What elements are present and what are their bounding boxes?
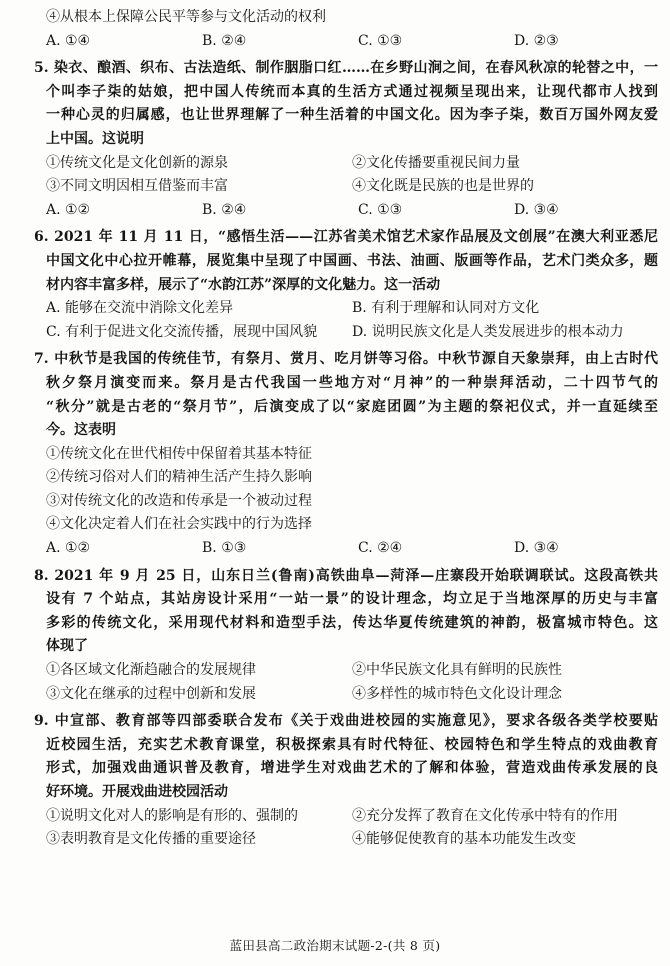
q5-stem-line: 一种心灵的归属感，也让世界理解了一种生活着的中国文化。因为李子柒，数百万国外网友爱 [46, 107, 658, 124]
q5-statement-4: ④文化既是民族的也是世界的 [352, 178, 534, 195]
q7-stem-line: “秋分”就是古老的“祭月节”，后演变成了以“家庭团圆”为主题的祭祀仪式，并一直延续至 [46, 398, 658, 415]
q5-statement-1: ①传统文化是文化创新的源泉 [46, 154, 228, 171]
q9-statements-row [34, 828, 658, 852]
q8-stem-line: 多彩的传统文化，采用现代材料和造型手法，传达华夏传统建筑的神韵，极富城市特色。这 [46, 614, 658, 631]
q8-stem-line: 体现了 [46, 638, 88, 655]
q7-choice-b[interactable]: B. ①③ [202, 540, 247, 557]
q4-choice-d[interactable]: D. ②③ [514, 32, 559, 49]
q7-stem-line: 今。这表明 [46, 422, 116, 439]
q7-statement-4: ④文化决定着人们在社会实践中的行为选择 [46, 516, 312, 533]
exam-content [34, 6, 658, 852]
q5-statement-2: ②文化传播要重视民间力量 [352, 154, 520, 171]
q8-stem-line: 8. 2021 年 9 月 25 日，山东日兰(鲁南)高铁曲阜—菏泽—庄寨段开始联调联试。这段高铁共 [34, 567, 658, 584]
q8-statement-4: ④多样性的城市特色文化设计理念 [352, 685, 562, 702]
q5-choices [34, 199, 658, 223]
q6-choice-b[interactable]: B. 有利于理解和认同对方文化 [352, 300, 540, 317]
q5-choice-b[interactable]: B. ②④ [202, 201, 247, 218]
q5-choice-d[interactable]: D. ③④ [514, 201, 559, 218]
q6-choice-c[interactable]: C. 有利于促进文化交流传播，展现中国风貌 [46, 323, 318, 340]
q9-statement-4: ④能够促使教育的基本功能发生改变 [352, 831, 576, 848]
q9-statement-2: ②充分发挥了教育在文化传承中特有的作用 [352, 807, 618, 824]
q7-statement-3: ③对传统文化的改造和传承是一个被动过程 [46, 492, 312, 509]
q5-stem-line: 个叫李子柒的姑娘，把中国人传统而本真的生活方式通过视频呈现出来，让现代都市人找到 [46, 83, 658, 100]
q9-statement-1: ①说明文化对人的影响是有形的、强制的 [46, 807, 298, 824]
q9-stem-line: 好环境。开展戏曲进校园活动 [46, 784, 228, 800]
q4-statement-4: ④从根本上保障公民平等参与文化活动的权利 [46, 9, 326, 25]
q6-choice-a[interactable]: A. 能够在交流中消除文化差异 [46, 300, 234, 317]
q5-stem-line: 5. 染衣、酿酒、织布、古法造纸、制作胭脂口红……在乡野山涧之间，在春风秋凉的轮替之中，一 [34, 60, 658, 77]
q6-choice-d[interactable]: D. 说明民族文化是人类发展进步的根本动力 [352, 323, 624, 340]
q5-choice-c[interactable]: C. ①③ [358, 201, 403, 218]
q4-choice-c[interactable]: C. ①③ [358, 32, 403, 49]
q4-choice-b[interactable]: B. ②④ [202, 32, 247, 49]
q6-choices-row [34, 321, 658, 345]
q6-stem-line: 材内容丰富多样，展示了“水韵江苏”深厚的文化魅力。这一活动 [46, 276, 441, 293]
q7-stem-line: 7. 中秋节是我国的传统佳节，有祭月、赏月、吃月饼等习俗。中秋节源自天象崇拜，由上古时代 [34, 351, 658, 368]
q9-statement-3: ③表明教育是文化传播的重要途径 [46, 831, 256, 848]
q8-statement-2: ②中华民族文化具有鲜明的民族性 [352, 662, 562, 679]
q6-stem-line: 中国文化中心拉开帷幕，展览集中呈现了中国画、书法、油画、版画等作品，艺术门类众多，题 [46, 252, 658, 269]
q6-stem-line: 6. 2021 年 11 月 11 日，“感悟生活——江苏省美术馆艺术家作品展及文创展”在澳大利亚悉尼 [34, 229, 658, 246]
q8-statement-3: ③文化在继承的过程中创新和发展 [46, 685, 256, 702]
q8-statement-1: ①各区域文化渐趋融合的发展规律 [46, 662, 256, 679]
q9-stem-line: 形式，加强戏曲通识普及教育，增进学生对戏曲艺术的了解和体验，营造戏曲传承发展的良 [46, 760, 658, 777]
q7-choice-c[interactable]: C. ②④ [358, 540, 403, 557]
page-footer: 蓝田县高二政治期末试题-2-(共 8 页) [229, 938, 441, 953]
q7-choice-d[interactable]: D. ③④ [514, 540, 559, 557]
q5-choice-a[interactable]: A. ①② [46, 201, 91, 218]
q7-choice-a[interactable]: A. ①② [46, 540, 91, 557]
q7-stem-line: 秋夕祭月演变而来。祭月是古代我国一些地方对“月神”的一种崇拜活动，二十四节气的 [46, 374, 658, 391]
q7-choices [34, 537, 658, 561]
q8-statements-row [34, 659, 658, 683]
q5-statements-row [34, 152, 658, 176]
q9-stem-line: 近校园生活，充实艺术教育课堂，积极探索具有时代特征、校园特色和学生特点的戏曲教育 [46, 736, 658, 753]
q6-choices-row [34, 297, 658, 321]
q9-stem-line: 9. 中宣部、教育部等四部委联合发布《关于戏曲进校园的实施意见》，要求各级各类学校要贴 [34, 713, 658, 730]
q4-choices [34, 30, 658, 54]
q7-statement-1: ①传统文化在世代相传中保留着其基本特征 [46, 445, 312, 462]
q8-statements-row [34, 683, 658, 707]
q9-statements-row [34, 805, 658, 829]
q5-statement-3: ③不同文明因相互借鉴而丰富 [46, 178, 228, 195]
q5-statements-row [34, 175, 658, 199]
q8-stem-line: 设有 7 个站点，其站房设计采用“一站一景”的设计理念，均立足于当地深厚的历史与丰富 [46, 591, 658, 608]
q5-stem-line: 上中国。这说明 [46, 130, 144, 147]
q4-choice-a[interactable]: A. ①④ [46, 32, 91, 49]
q7-statement-2: ②传统习俗对人们的精神生活产生持久影响 [46, 469, 312, 486]
